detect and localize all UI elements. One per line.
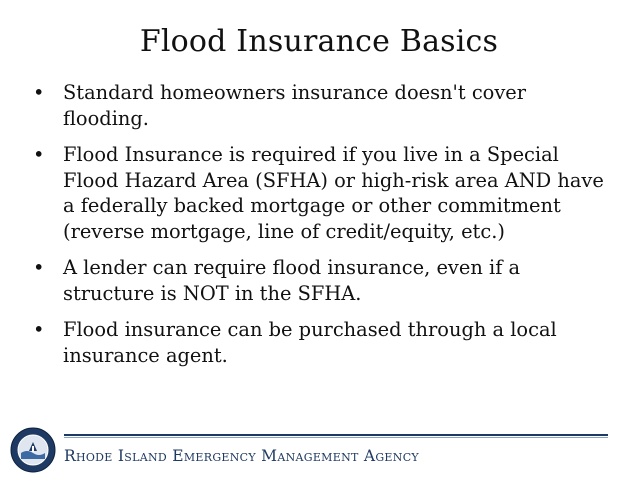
bullet-item [30,255,615,306]
bullet-icon: • [33,318,45,341]
bullet-icon: • [33,81,45,104]
bullet-text-line: insurance agent. [63,343,228,367]
bullet-text-line: A lender can require flood insurance, even if a [63,256,521,279]
agency-seal-logo [10,427,56,473]
slide-title: Flood Insurance Basics [139,24,499,59]
bullet-text-line: Standard homeowners insurance doesn't cover [63,81,527,104]
agency-name: Rhode Island Emergency Management Agency [64,447,419,465]
bullet-icon: • [33,256,45,279]
bullet-text-line: Flood Insurance is required if you live in a Special [63,143,559,166]
bullet-item [30,142,615,244]
bullet-text-line: (reverse mortgage, line of credit/equity, etc.) [63,219,505,243]
bullet-text-line: structure is NOT in the SFHA. [63,281,362,305]
footer-divider-accent [64,437,608,438]
bullet-text-line: a federally backed mortgage or other commitment [63,194,561,217]
bullet-text-line: Flood Hazard Area (SFHA) or high-risk area AND have [63,168,604,192]
bullet-item [30,317,615,368]
bullet-list [30,80,615,379]
bullet-text-line: flooding. [63,106,149,130]
footer-divider [64,434,608,436]
bullet-icon: • [33,143,45,166]
bullet-item [30,80,615,131]
bullet-text-line: Flood insurance can be purchased through a local [63,318,557,341]
